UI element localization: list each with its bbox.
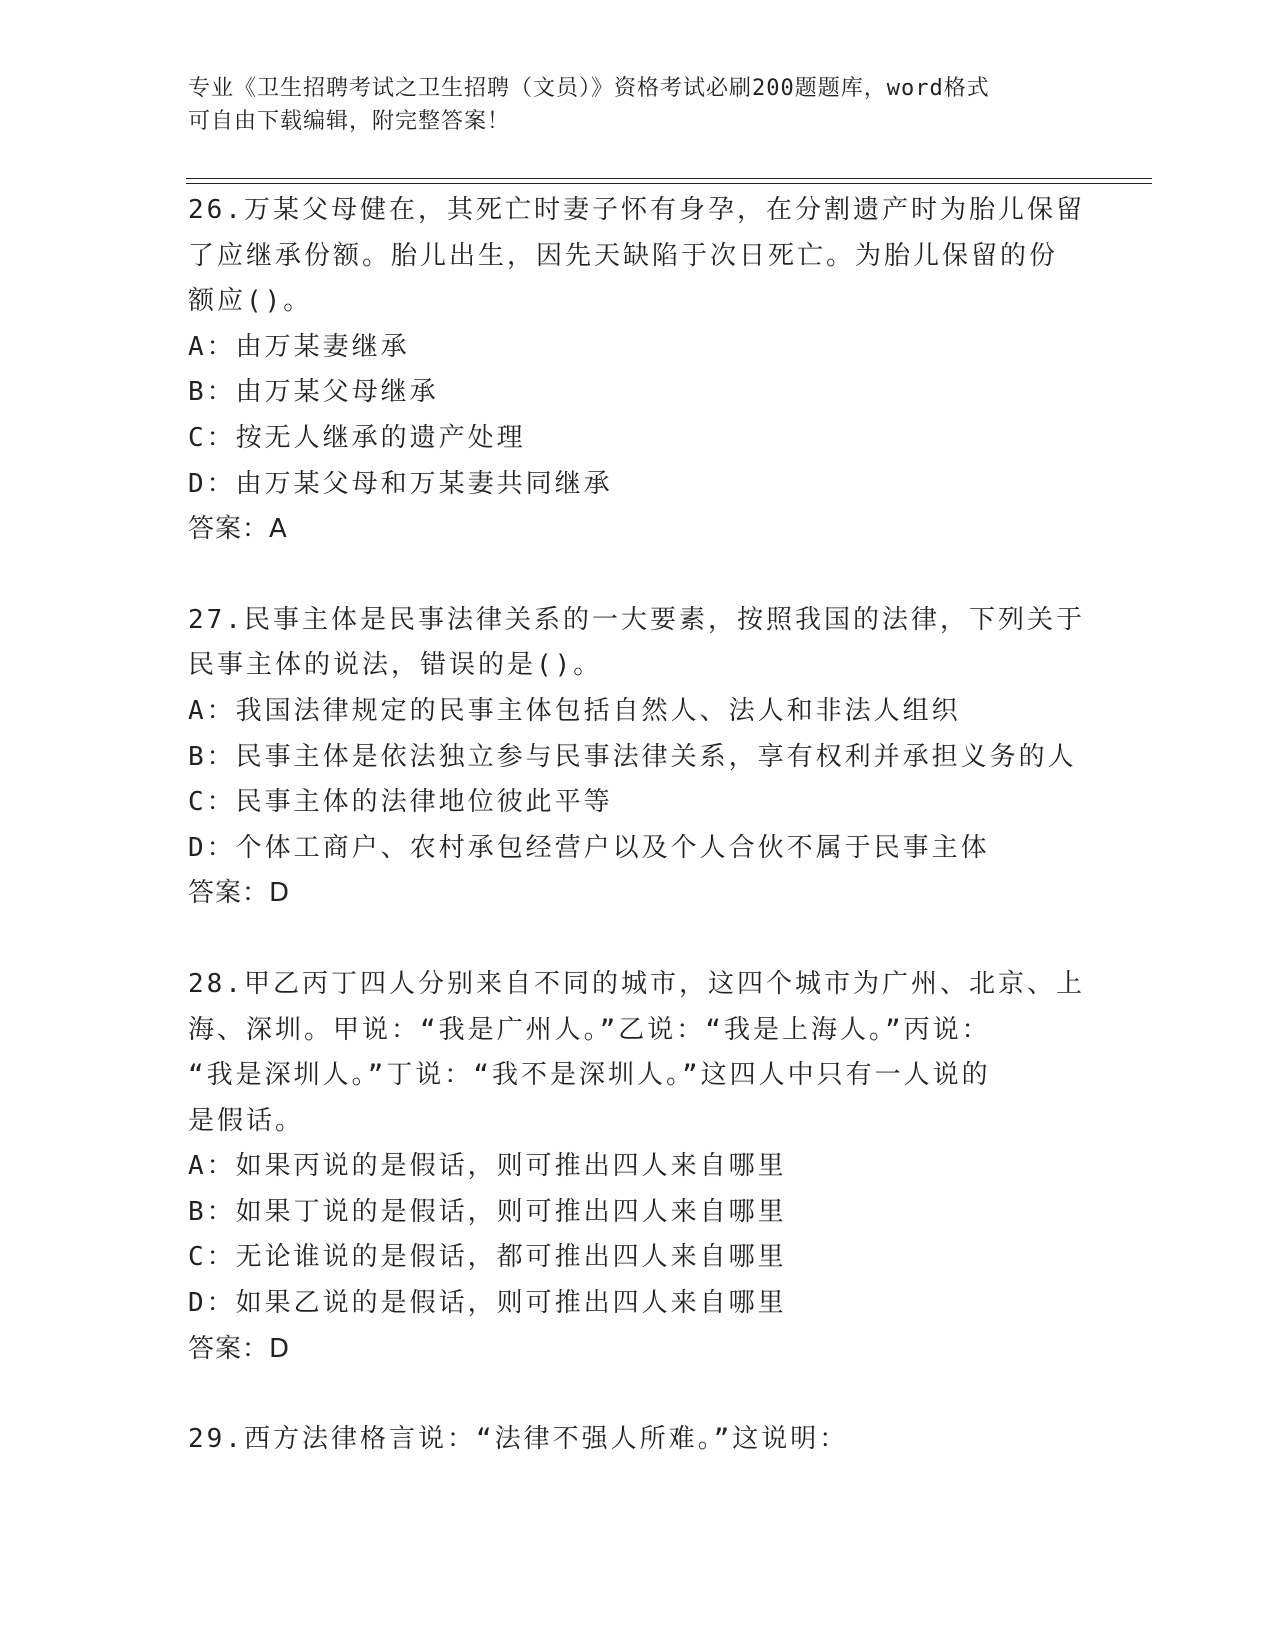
question-stem-line: 了应继承份额。胎儿出生，因先天缺陷于次日死亡。为胎儿保留的份 [188,240,1059,271]
answer-line: 答案：D [188,1333,291,1364]
option-a: A：我国法律规定的民事主体包括自然人、法人和非法人组织 [188,695,961,726]
question-list [188,188,1088,1508]
document-header [188,72,1088,138]
question-stem-line: 27.民事主体是民事法律关系的一大要素，按照我国的法律，下列关于 [188,604,1085,635]
question-stem-line: 29.西方法律格言说：“法律不强人所难。”这说明： [188,1424,849,1455]
question-stem-line: 民事主体的说法，错误的是()。 [188,650,603,681]
option-c: C：无论谁说的是假话，都可推出四人来自哪里 [188,1242,787,1273]
option-c: C：民事主体的法律地位彼此平等 [188,787,613,818]
answer-line: 答案：D [188,878,291,909]
question-stem-line: 是假话。 [188,1105,305,1136]
option-a: A：由万某妻继承 [188,331,410,362]
answer-line: 答案：A [188,514,288,545]
header-divider-bottom [186,183,1152,184]
question-stem-line: 26.万某父母健在，其死亡时妻子怀有身孕，在分割遗产时为胎儿保留 [188,195,1085,225]
option-b: B：如果丁说的是假话，则可推出四人来自哪里 [188,1196,787,1227]
option-d: D：由万某父母和万某妻共同继承 [188,468,613,499]
question-28 [188,962,1088,1372]
question-stem-line: 海、深圳。甲说：“我是广州人。”乙说：“我是上海人。”丙说： [188,1014,991,1045]
question-29 [188,1417,1088,1463]
question-stem-line: 28.甲乙丙丁四人分别来自不同的城市，这四个城市为广州、北京、上 [188,968,1085,999]
header-line-1: 专业《卫生招聘考试之卫生招聘（文员）》资格考试必刷200题题库，word格式 [188,76,990,101]
header-divider-top [186,178,1152,179]
question-stem-line: “我是深圳人。”丁说：“我不是深圳人。”这四人中只有一人说的 [188,1060,991,1091]
option-d: D：个体工商户、农村承包经营户以及个人合伙不属于民事主体 [188,832,990,863]
question-stem-line: 额应()。 [188,286,313,317]
option-b: B：民事主体是依法独立参与民事法律关系，享有权利并承担义务的人 [188,741,1077,772]
option-a: A：如果丙说的是假话，则可推出四人来自哪里 [188,1151,787,1182]
option-b: B：由万某父母继承 [188,377,439,408]
question-26 [188,188,1088,553]
header-line-2: 可自由下载编辑，附完整答案！ [188,109,511,134]
option-d: D：如果乙说的是假话，则可推出四人来自哪里 [188,1288,787,1319]
question-27 [188,598,1088,917]
option-c: C：按无人继承的遗产处理 [188,422,526,453]
